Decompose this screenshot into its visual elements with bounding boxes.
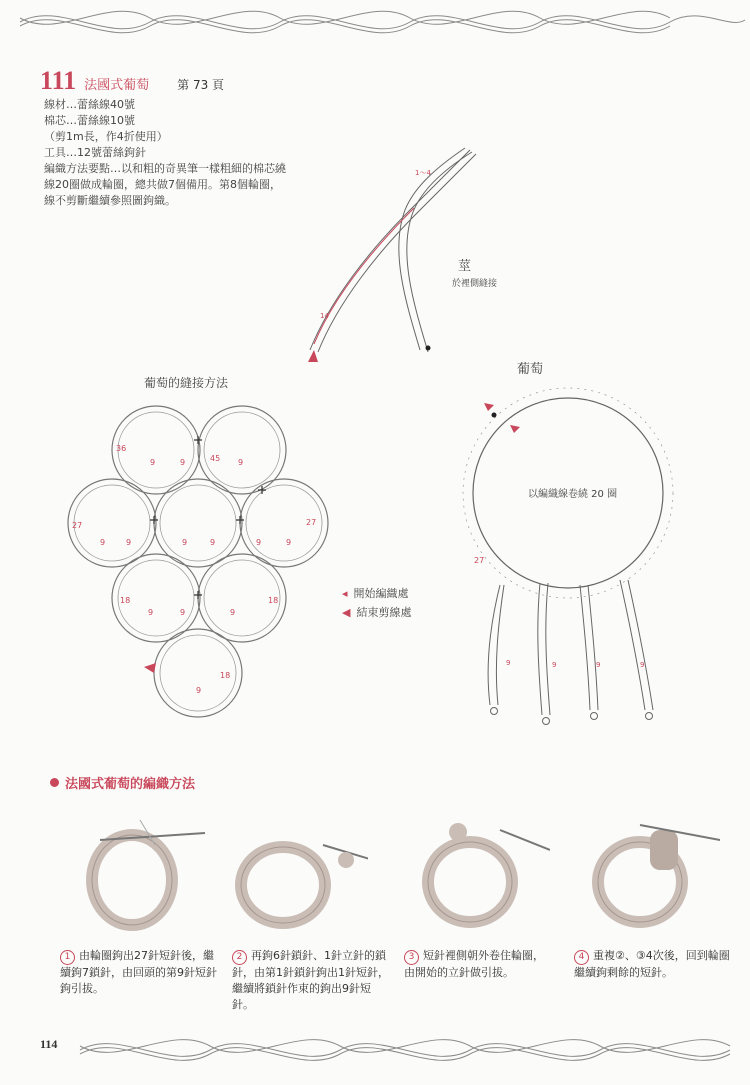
- section-title: [50, 773, 195, 792]
- step-photo-3: [410, 810, 550, 932]
- legend-end-label: 結束剪線處: [356, 606, 412, 619]
- page-number: 114: [40, 1037, 58, 1051]
- step-text: 短針裡側朝外卷住輪圈，由開始的立針做引拔。: [404, 949, 544, 979]
- svg-text:9: 9: [180, 608, 186, 617]
- svg-text:18: 18: [268, 596, 279, 605]
- svg-text:9: 9: [150, 458, 156, 467]
- svg-text:9: 9: [286, 538, 292, 547]
- svg-text:36: 36: [116, 444, 127, 453]
- svg-text:9: 9: [210, 538, 216, 547]
- svg-text:9: 9: [100, 538, 106, 547]
- step-text: 重複②、③4次後，回到輪圈繼續鉤剩餘的短針。: [574, 949, 730, 979]
- step-number: 3: [404, 950, 419, 965]
- svg-text:9: 9: [180, 458, 186, 467]
- step-2: [232, 948, 392, 1013]
- step-number: 1: [60, 950, 75, 965]
- svg-text:1〜4: 1〜4: [415, 169, 431, 177]
- svg-text:9: 9: [148, 608, 154, 617]
- stem-diagram: [290, 130, 490, 370]
- svg-text:9: 9: [196, 686, 202, 695]
- page-reference: 第 73 頁: [177, 78, 225, 92]
- svg-text:9: 9: [256, 538, 262, 547]
- join-method-title: 葡萄的縫接方法: [144, 376, 229, 390]
- pattern-title: 法國式葡萄: [84, 78, 150, 93]
- svg-text:9: 9: [506, 659, 511, 667]
- svg-text:27: 27: [72, 521, 83, 530]
- svg-text:9: 9: [552, 661, 557, 669]
- materials-list: [44, 97, 289, 209]
- pattern-number: 111: [40, 66, 77, 95]
- step-1: [60, 948, 220, 997]
- svg-text:9: 9: [596, 661, 601, 669]
- step-4: [574, 948, 734, 981]
- legend-start-label: 開始編織處: [353, 587, 409, 600]
- svg-text:27: 27: [306, 518, 317, 527]
- pattern-title-row: [40, 66, 224, 96]
- step-photo-1: [70, 815, 210, 937]
- grape-ring-diagram: [460, 375, 680, 735]
- step-text: 再鉤6針鎖針、1針立針的鎖針，由第1針鎖針鉤出1針短針，繼續將鎖針作束的鉤出9針短針。: [232, 949, 389, 1011]
- stem-label: 莖: [458, 259, 472, 274]
- legend-start: ◂ 開始編織處: [342, 587, 409, 600]
- legend: [342, 584, 411, 622]
- svg-text:9: 9: [640, 661, 645, 669]
- bullet-icon: [50, 778, 59, 787]
- grape-label: 葡萄: [517, 362, 544, 377]
- step-3: [404, 948, 554, 981]
- method-notes: 編織方法要點…以和粗的奇異筆一樣粗細的棉芯繞線20圈做成輪圈，總共做7個備用。第8個輪圈，線不剪斷繼續參照圖鉤織。: [44, 162, 286, 207]
- ring-note: 以編織線卷繞 20 圈: [528, 489, 618, 500]
- stem-note: 於裡側縫接: [452, 279, 498, 289]
- svg-text:9: 9: [182, 538, 188, 547]
- material-thread: 線材…蕾絲線40號: [44, 98, 135, 111]
- svg-text:9: 9: [238, 458, 244, 467]
- material-tool: 工具…12號蕾絲鉤針: [44, 146, 146, 159]
- material-core: 棉芯…蕾絲線10號: [44, 114, 135, 127]
- svg-text:9: 9: [126, 538, 132, 547]
- legend-end: ◀ 結束剪線處: [342, 606, 412, 619]
- bottom-border-ornament: [0, 1020, 750, 1080]
- svg-text:18: 18: [220, 671, 231, 680]
- step-photo-4: [580, 810, 720, 932]
- svg-text:27: 27: [474, 556, 485, 565]
- svg-text:14: 14: [320, 312, 329, 320]
- svg-text:45: 45: [210, 454, 221, 463]
- step-text: 由輪圈鉤出27針短針後，繼續鉤7鎖針，由回頭的第9針短針鉤引拔。: [60, 949, 217, 995]
- svg-text:9: 9: [230, 608, 236, 617]
- svg-text:18: 18: [120, 596, 131, 605]
- grape-join-diagram: [60, 395, 330, 725]
- section-title-text: 法國式葡萄的編織方法: [65, 777, 196, 792]
- step-photo-2: [228, 815, 368, 937]
- top-border-ornament: [0, 0, 750, 45]
- material-core-note: （剪1m長，作4折使用）: [44, 130, 168, 143]
- step-number: 2: [232, 950, 247, 965]
- step-number: 4: [574, 950, 589, 965]
